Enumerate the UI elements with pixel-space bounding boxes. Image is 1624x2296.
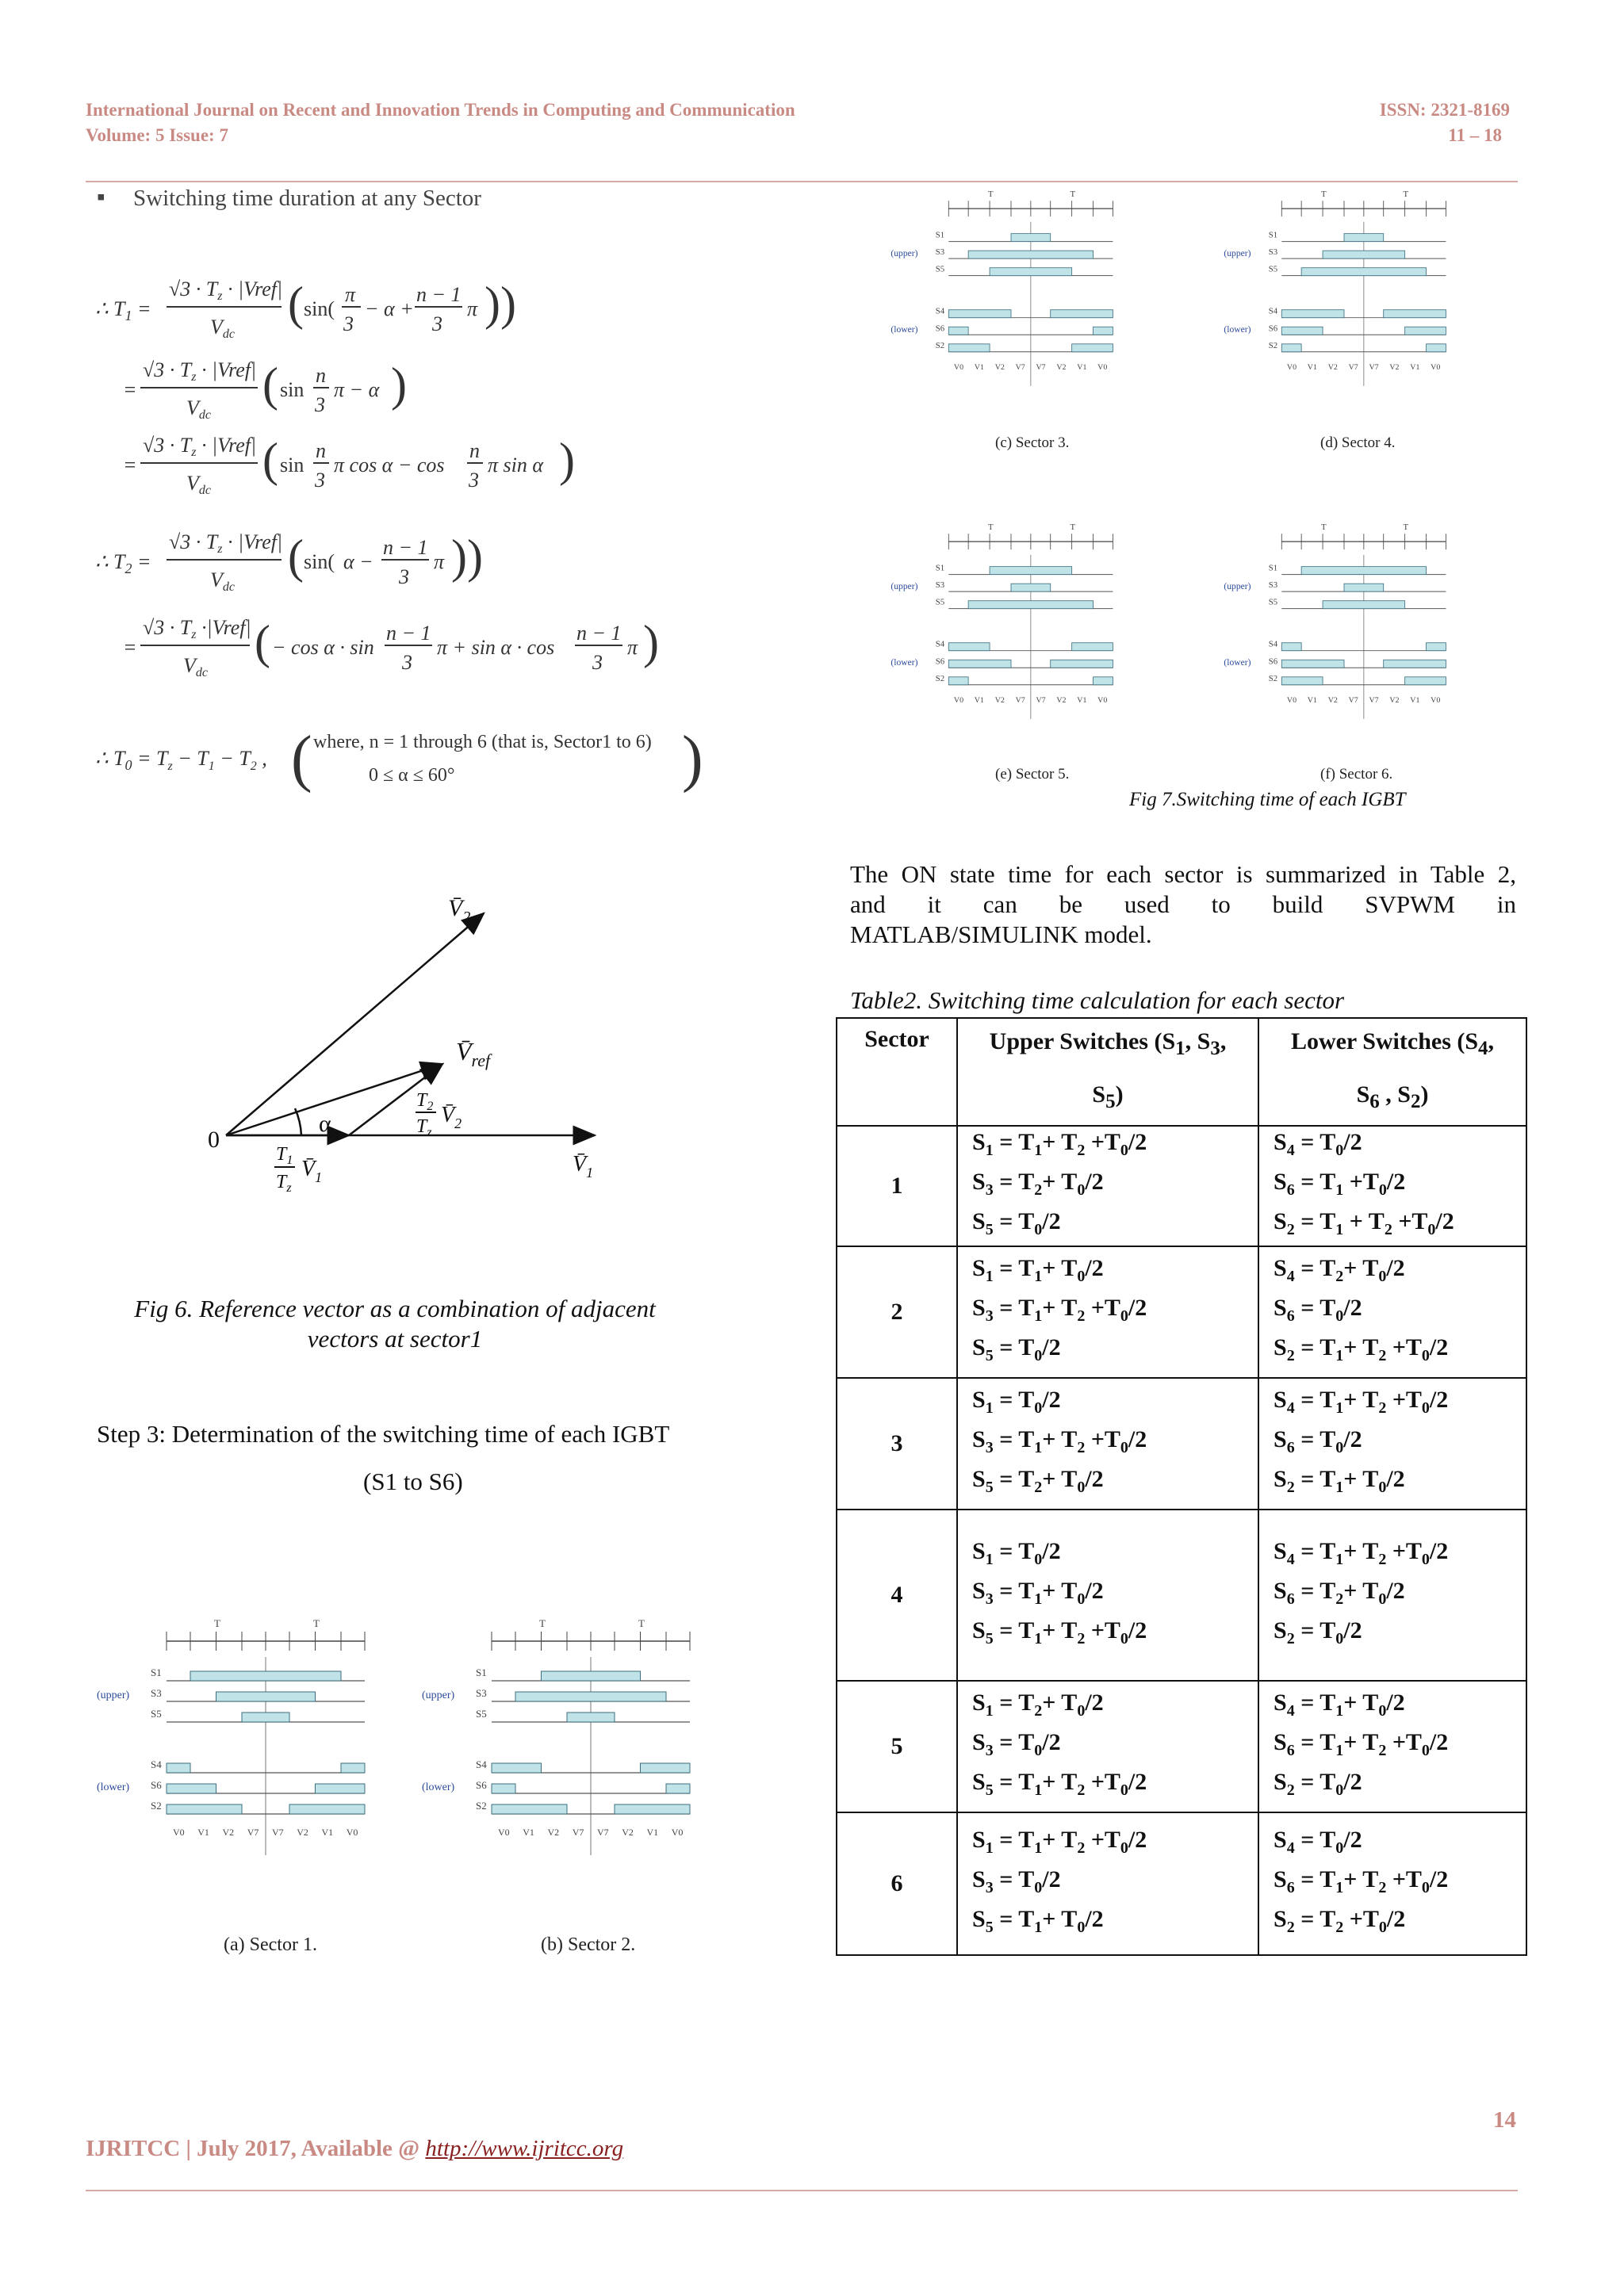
upper-switch-bar [216, 1692, 316, 1701]
svg-text:V̄1: $V̄_1$ [573, 1152, 594, 1181]
switching-time-equations [91, 258, 773, 805]
bullet-icon: ▪ [97, 184, 105, 210]
table-row [837, 1126, 1526, 1246]
lower-switch-bar [1405, 677, 1446, 685]
svg-text:π − α: π − α [334, 378, 380, 401]
svg-text:V1: V1 [1410, 696, 1420, 706]
svg-text:(: ( [262, 434, 278, 486]
page-range: 11 – 18 [1448, 125, 1502, 145]
svg-text:T: T [539, 1617, 546, 1629]
svg-text:3: 3 [343, 312, 354, 335]
svg-text:V̄2: $V̄_2$ [441, 1103, 462, 1131]
upper-switch-cell: $S_1 = T_1+ T_2 +T_0/2$ $S_3 = T_2+ T_0/2$ $S_5 = T_0/2$ [957, 1126, 1258, 1246]
svg-text:S6: S6 [1268, 656, 1278, 667]
svg-text:S1: S1 [476, 1667, 487, 1678]
svg-text:): ) [391, 358, 407, 411]
svg-text:n − 1: n − 1 [576, 622, 622, 645]
fig7f-sector6-timing [1197, 515, 1491, 745]
svg-text:V2: V2 [1056, 696, 1067, 706]
lower-switch-bar [666, 1784, 690, 1793]
svg-text:V7: V7 [1036, 363, 1046, 373]
svg-text:3: 3 [399, 565, 409, 588]
fig6-caption-line1: Fig 6. Reference vector as a combination of adjacent [134, 1295, 656, 1322]
upper-switch-bar [542, 1671, 641, 1681]
svg-text:S2: S2 [476, 1800, 487, 1812]
fig7a-sector1-timing [95, 1609, 389, 1887]
upper-switch-bar [990, 268, 1072, 276]
sector-cell: 5 [837, 1681, 957, 1812]
svg-text:0 ≤ α ≤ 60°: 0 ≤ α ≤ 60° [369, 765, 455, 786]
upper-switch-bar [1323, 251, 1405, 258]
svg-text:V1: V1 [974, 363, 984, 373]
lower-switch-bar [1384, 660, 1446, 668]
svg-text:Vdc: Vdc [210, 568, 235, 594]
svg-text:V0: V0 [173, 1827, 185, 1838]
svg-text:√3 · Tz · |Vref|: √3 · Tz · |Vref| [143, 358, 257, 384]
svg-text:V7: V7 [272, 1827, 284, 1838]
svg-text:V1: V1 [1410, 363, 1420, 373]
svg-text:V0: V0 [953, 696, 964, 706]
fig7d-caption: (d) Sector 4. [1320, 434, 1396, 451]
svg-text:V2: V2 [547, 1827, 560, 1838]
fig7e-caption: (e) Sector 5. [995, 766, 1070, 783]
upper-switch-cell: $S_1 = T_1+ T_0/2$ $S_3 = T_1+ T_2 +T_0/2$ $S_5 = T_0/2$ [957, 1246, 1258, 1378]
svg-text:=: = [123, 636, 137, 659]
svg-text:S2: S2 [1268, 340, 1278, 350]
svg-text:α: α [319, 1111, 331, 1137]
upper-switch-cell: $S_1 = T_1+ T_2 +T_0/2$ $S_3 = T_0/2$ $S_5 = T_1+ T_0/2$ [957, 1812, 1258, 1955]
v2-vector [226, 913, 484, 1135]
svg-text:S5: S5 [476, 1708, 487, 1720]
bullet-heading: Switching time duration at any Sector [133, 186, 481, 211]
para-line1: The ON state time for each sector is summarized in Table 2, [850, 860, 1516, 888]
svg-text:S6: S6 [935, 656, 945, 667]
svg-text:V0: V0 [1286, 363, 1297, 373]
svg-text:T1: $T_1$ [276, 1144, 293, 1167]
fig6-vector-diagram [190, 884, 634, 1217]
svg-text:(lower): (lower) [891, 323, 918, 335]
svg-text:3: 3 [469, 469, 479, 492]
svg-text:(upper): (upper) [891, 247, 918, 258]
table-row [837, 1812, 1526, 1955]
lower-switch-bar [948, 327, 968, 335]
svg-text:V1: V1 [321, 1827, 334, 1838]
svg-text:√3 · Tz ·|Vref|: √3 · Tz ·|Vref| [143, 616, 251, 641]
lower-switch-bar [948, 643, 990, 651]
svg-text:V0: V0 [671, 1827, 684, 1838]
svg-text:3: 3 [592, 651, 603, 674]
svg-text:(: ( [291, 724, 312, 794]
svg-text:Vdc: Vdc [183, 654, 208, 679]
col-lower-header: Lower Switches ($S_4$, $S_6$ , $S_2$) [1258, 1018, 1526, 1126]
svg-text:S6: S6 [151, 1779, 162, 1791]
svg-text:√3 · Tz · |Vref|: √3 · Tz · |Vref| [143, 434, 257, 459]
svg-text:V2: V2 [1056, 363, 1067, 373]
lower-switch-bar [615, 1804, 690, 1814]
svg-text:V0: V0 [953, 363, 964, 373]
svg-text:V1: V1 [1077, 696, 1087, 706]
lower-switch-bar [289, 1804, 365, 1814]
svg-text:π: π [434, 550, 445, 573]
fig7d-sector4-timing [1197, 182, 1491, 412]
fig7b-caption: (b) Sector 2. [541, 1934, 636, 1955]
svg-text:=: = [123, 378, 137, 401]
lower-switch-bar [1281, 310, 1344, 318]
lower-switch-bar [492, 1804, 567, 1814]
lower-switch-cell: $S_4 = T_1+ T_0/2$ $S_6 = T_1+ T_2 +T_0/2$ $S_2 = T_0/2$ [1258, 1681, 1526, 1812]
svg-text:S3: S3 [1268, 247, 1278, 258]
footer-rule [86, 2190, 1518, 2191]
svg-text:S4: S4 [151, 1758, 162, 1770]
svg-text:)): )) [485, 277, 516, 330]
step3-subheading: (S1 to S6) [363, 1468, 463, 1495]
svg-text:V7: V7 [1369, 363, 1379, 373]
svg-text:sin: sin [280, 378, 304, 401]
lower-switch-bar [1072, 344, 1113, 352]
page-number: 14 [1493, 2107, 1516, 2133]
sector-cell: 4 [837, 1510, 957, 1681]
svg-text:n: n [469, 439, 480, 462]
svg-text:V2: V2 [222, 1827, 235, 1838]
svg-text:V0: V0 [1097, 696, 1108, 706]
svg-text:S6: S6 [1268, 323, 1278, 334]
table-intro-paragraph [850, 859, 1516, 950]
svg-text:V̄ref: $V̄_{ref}$ [456, 1037, 491, 1070]
svg-text:π sin α: π sin α [488, 453, 544, 476]
svg-text:3: 3 [402, 651, 412, 674]
svg-text:V̄2: $V̄_2$ [448, 895, 471, 926]
svg-text:S3: S3 [476, 1687, 487, 1699]
svg-text:n − 1: n − 1 [416, 283, 462, 306]
fig7e-sector5-timing [864, 515, 1158, 745]
svg-text:S2: S2 [151, 1800, 162, 1812]
svg-text:Vdc: Vdc [186, 472, 211, 497]
svg-text:S3: S3 [1268, 580, 1278, 591]
lower-switch-bar [1405, 327, 1446, 335]
lower-switch-bar [1094, 327, 1113, 335]
svg-text:V7: V7 [1015, 696, 1025, 706]
svg-text:Tz: $T_z$ [416, 1116, 432, 1139]
svg-text:0: 0 [208, 1127, 220, 1153]
lower-switch-bar [1281, 327, 1323, 335]
svg-text:V2: V2 [1327, 696, 1338, 706]
svg-text:): ) [682, 724, 703, 794]
svg-text:∴ T1 =: ∴ $T_1$ = [95, 297, 151, 323]
svg-text:): ) [559, 434, 575, 486]
issn: ISSN: 2321-8169 [1379, 100, 1510, 120]
svg-text:): ) [643, 616, 659, 668]
fig7f-caption: (f) Sector 6. [1320, 766, 1393, 783]
svg-text:S5: S5 [935, 264, 945, 274]
svg-text:where, n = 1 through 6 (that i: where, n = 1 through 6 (that is, Sector1 to 6) [313, 732, 652, 752]
lower-switch-bar [1072, 643, 1113, 651]
fig7b-sector2-timing [420, 1609, 714, 1887]
svg-text:√3 · Tz · |Vref|: √3 · Tz · |Vref| [169, 277, 283, 303]
svg-text:V1: V1 [197, 1827, 209, 1838]
svg-text:S3: S3 [935, 247, 945, 258]
svg-text:V2: V2 [994, 696, 1005, 706]
volume-issue: Volume: 5 Issue: 7 [86, 125, 228, 145]
lower-switch-cell: $S_4 = T_1+ T_2 +T_0/2$ $S_6 = T_0/2$ $S_2 = T_1+ T_0/2$ [1258, 1378, 1526, 1510]
lower-switch-bar [1427, 643, 1446, 651]
upper-switch-cell: $S_1 = T_0/2$ $S_3 = T_1+ T_0/2$ $S_5 = T_1+ T_2 +T_0/2$ [957, 1510, 1258, 1681]
lower-switch-bar [948, 344, 990, 352]
upper-switch-bar [1344, 584, 1384, 591]
upper-switch-cell: $S_1 = T_2+ T_0/2$ $S_3 = T_0/2$ $S_5 = T_1+ T_2 +T_0/2$ [957, 1681, 1258, 1812]
fig7-caption: Fig 7.Switching time of each IGBT [1129, 789, 1406, 810]
lower-switch-bar [1384, 310, 1446, 318]
lower-switch-bar [1051, 660, 1113, 668]
svg-text:S3: S3 [935, 580, 945, 591]
svg-text:V2: V2 [1389, 696, 1400, 706]
svg-text:S5: S5 [1268, 597, 1278, 607]
lower-switch-bar [1427, 344, 1446, 352]
svg-text:(: ( [288, 530, 304, 583]
svg-text:S2: S2 [1268, 673, 1278, 683]
sector-cell: 2 [837, 1246, 957, 1378]
svg-text:π cos α − cos: π cos α − cos [334, 453, 445, 476]
svg-text:T: T [988, 522, 994, 533]
col-sector-header: Sector [837, 1018, 957, 1126]
svg-text:sin(: sin( [304, 550, 335, 573]
fig6-caption [86, 1294, 704, 1354]
footer-link[interactable]: http://www.ijritcc.org [425, 2136, 624, 2161]
upper-switch-bar [1301, 268, 1426, 276]
upper-switch-bar [1323, 601, 1405, 609]
lower-switch-bar [1281, 660, 1344, 668]
svg-text:(upper): (upper) [1224, 580, 1251, 591]
upper-switch-bar [968, 601, 1093, 609]
svg-text:(: ( [262, 358, 278, 411]
svg-text:T: T [214, 1617, 220, 1629]
svg-text:Tz: $T_z$ [276, 1172, 292, 1195]
footer-text [86, 2136, 623, 2162]
svg-text:S3: S3 [151, 1687, 162, 1699]
svg-text:sin: sin [280, 453, 304, 476]
svg-text:V7: V7 [572, 1827, 584, 1838]
lower-switch-bar [948, 310, 1011, 318]
col-upper-header: Upper Switches ($S_1$, $S_3$, $S_5$) [957, 1018, 1258, 1126]
upper-switch-bar [567, 1712, 615, 1722]
svg-text:V2: V2 [1327, 363, 1338, 373]
svg-text:S4: S4 [1268, 306, 1278, 316]
svg-text:(: ( [288, 277, 304, 330]
svg-text:S5: S5 [151, 1708, 162, 1720]
table-row [837, 1510, 1526, 1681]
lower-switch-bar [641, 1763, 691, 1773]
svg-text:V1: V1 [1307, 696, 1317, 706]
lower-switch-bar [948, 677, 968, 685]
svg-text:S1: S1 [935, 563, 945, 573]
sector-cell: 1 [837, 1126, 957, 1246]
svg-text:(lower): (lower) [891, 656, 918, 668]
svg-text:S4: S4 [935, 639, 945, 649]
sector-cell: 6 [837, 1812, 957, 1955]
svg-text:α −: α − [343, 550, 373, 573]
lower-switch-bar [948, 660, 1011, 668]
svg-text:3: 3 [315, 393, 325, 416]
svg-text:T: T [1403, 522, 1409, 533]
vref-vector [226, 1064, 442, 1135]
svg-text:S6: S6 [935, 323, 945, 334]
svg-text:T2: $T_2$ [416, 1090, 434, 1113]
lower-switch-bar [1094, 677, 1113, 685]
svg-text:V7: V7 [1015, 363, 1025, 373]
svg-text:(lower): (lower) [422, 1781, 455, 1793]
svg-text:S5: S5 [1268, 264, 1278, 274]
lower-switch-bar [492, 1763, 542, 1773]
svg-text:V7: V7 [1348, 696, 1358, 706]
svg-text:n: n [316, 364, 326, 387]
svg-text:V7: V7 [1369, 696, 1379, 706]
svg-text:(: ( [255, 616, 270, 668]
svg-text:V0: V0 [1431, 696, 1441, 706]
svg-text:π + sin α · cos: π + sin α · cos [437, 636, 555, 659]
svg-text:S5: S5 [935, 597, 945, 607]
sector-cell: 3 [837, 1378, 957, 1510]
svg-text:T: T [1070, 522, 1076, 533]
svg-text:S1: S1 [935, 230, 945, 240]
svg-text:V0: V0 [498, 1827, 510, 1838]
table-row [837, 1681, 1526, 1812]
svg-text:T: T [1321, 522, 1327, 533]
svg-text:V̄1: $V̄_1$ [301, 1157, 323, 1185]
svg-text:− α +: − α + [365, 297, 414, 320]
svg-text:V2: V2 [622, 1827, 634, 1838]
svg-text:π: π [627, 636, 638, 659]
svg-text:V2: V2 [297, 1827, 308, 1838]
svg-text:V1: V1 [523, 1827, 534, 1838]
svg-text:V2: V2 [994, 363, 1005, 373]
lower-switch-bar [1281, 677, 1323, 685]
upper-switch-cell: $S_1 = T_0/2$ $S_3 = T_1+ T_2 +T_0/2$ $S_5 = T_2+ T_0/2$ [957, 1378, 1258, 1510]
lower-switch-bar [341, 1763, 365, 1773]
upper-switch-bar [1011, 584, 1051, 591]
upper-switch-bar [515, 1692, 666, 1701]
fig7c-caption: (c) Sector 3. [995, 434, 1070, 451]
svg-text:V1: V1 [646, 1827, 659, 1838]
svg-text:S6: S6 [476, 1779, 487, 1791]
svg-text:V0: V0 [1431, 363, 1441, 373]
svg-text:S2: S2 [935, 340, 945, 350]
lower-switch-bar [316, 1784, 366, 1793]
lower-switch-bar [167, 1763, 190, 1773]
fig6-caption-line2: vectors at sector1 [307, 1325, 483, 1353]
svg-text:V0: V0 [1286, 696, 1297, 706]
svg-text:V7: V7 [1348, 363, 1358, 373]
svg-text:V1: V1 [974, 696, 984, 706]
svg-text:(upper): (upper) [1224, 247, 1251, 258]
svg-text:π: π [345, 283, 356, 306]
footer-left: IJRITCC | July 2017, Available @ [86, 2136, 426, 2161]
para-line2: and it can be used to build SVPWM in [850, 890, 1516, 918]
lower-switch-bar [1281, 344, 1301, 352]
svg-text:(upper): (upper) [422, 1689, 455, 1701]
svg-text:T: T [638, 1617, 645, 1629]
svg-text:V7: V7 [597, 1827, 609, 1838]
upper-switch-bar [1344, 234, 1384, 242]
para-line3: MATLAB/SIMULINK model. [850, 920, 1152, 948]
svg-text:T: T [988, 189, 994, 200]
svg-text:S1: S1 [1268, 230, 1278, 240]
step3-heading: Step 3: Determination of the switching time of each IGBT [97, 1420, 670, 1448]
upper-switch-bar [242, 1712, 289, 1722]
svg-text:V0: V0 [346, 1827, 358, 1838]
fig7a-caption: (a) Sector 1. [224, 1934, 317, 1955]
svg-text:S4: S4 [1268, 639, 1278, 649]
svg-text:∴ T0 = Tz − T1 − T2 ,: ∴ $T_0 = T_z - T_1 - T_2$ , [95, 747, 267, 773]
svg-text:3: 3 [315, 469, 325, 492]
svg-text:S2: S2 [935, 673, 945, 683]
svg-text:(lower): (lower) [1224, 656, 1251, 668]
svg-text:S1: S1 [151, 1667, 162, 1678]
svg-text:T: T [1403, 189, 1409, 200]
svg-text:V1: V1 [1307, 363, 1317, 373]
upper-switch-bar [1011, 234, 1051, 242]
svg-text:V2: V2 [1389, 363, 1400, 373]
fig7c-sector3-timing [864, 182, 1158, 412]
svg-text:V0: V0 [1097, 363, 1108, 373]
svg-text:S4: S4 [476, 1758, 487, 1770]
svg-text:=: = [123, 453, 137, 476]
svg-text:(lower): (lower) [97, 1781, 130, 1793]
table-row [837, 1378, 1526, 1510]
switching-time-table [836, 1017, 1527, 1956]
svg-text:(upper): (upper) [891, 580, 918, 591]
upper-switch-bar [190, 1671, 341, 1681]
svg-text:(upper): (upper) [97, 1689, 130, 1701]
svg-text:∴ T2 =: ∴ $T_2$ = [95, 550, 151, 576]
svg-text:n − 1: n − 1 [386, 622, 431, 645]
lower-switch-bar [167, 1804, 242, 1814]
svg-text:Vdc: Vdc [186, 396, 211, 422]
lower-switch-cell: $S_4 = T_1+ T_2 +T_0/2$ $S_6 = T_2+ T_0/2$ $S_2 = T_0/2$ [1258, 1510, 1526, 1681]
lower-switch-cell: $S_4 = T_0/2$ $S_6 = T_1+ T_2 +T_0/2$ $S_2 = T_2 +T_0/2$ [1258, 1812, 1526, 1955]
upper-switch-bar [1301, 567, 1426, 575]
svg-text:)): )) [451, 530, 483, 583]
svg-text:(lower): (lower) [1224, 323, 1251, 335]
svg-text:n − 1: n − 1 [383, 536, 428, 559]
table-row [837, 1246, 1526, 1378]
upper-switch-bar [990, 567, 1072, 575]
upper-switch-bar [968, 251, 1093, 258]
svg-text:3: 3 [432, 312, 442, 335]
table-caption: Table2. Switching time calculation for each sector [850, 986, 1345, 1014]
svg-text:S4: S4 [935, 306, 945, 316]
svg-text:T: T [1321, 189, 1327, 200]
lower-switch-bar [167, 1784, 216, 1793]
journal-title: International Journal on Recent and Innovation Trends in Computing and Communication [86, 100, 795, 120]
lower-switch-bar [1051, 310, 1113, 318]
svg-text:V1: V1 [1077, 363, 1087, 373]
svg-text:T: T [313, 1617, 320, 1629]
svg-text:π: π [467, 297, 478, 320]
lower-switch-bar [492, 1784, 515, 1793]
svg-text:√3 · Tz · |Vref|: √3 · Tz · |Vref| [169, 530, 283, 556]
lower-switch-cell: $S_4 = T_0/2$ $S_6 = T_1 +T_0/2$ $S_2 = T_1 + T_2 +T_0/2$ [1258, 1126, 1526, 1246]
svg-text:Vdc: Vdc [210, 316, 235, 341]
lower-switch-cell: $S_4 = T_2+ T_0/2$ $S_6 = T_0/2$ $S_2 = T_1+ T_2 +T_0/2$ [1258, 1246, 1526, 1378]
svg-text:n: n [316, 439, 326, 462]
svg-text:V7: V7 [247, 1827, 259, 1838]
svg-text:S1: S1 [1268, 563, 1278, 573]
svg-text:sin(: sin( [304, 297, 335, 320]
svg-text:V7: V7 [1036, 696, 1046, 706]
svg-text:T: T [1070, 189, 1076, 200]
lower-switch-bar [1281, 643, 1301, 651]
svg-text:− cos α · sin: − cos α · sin [272, 636, 374, 659]
